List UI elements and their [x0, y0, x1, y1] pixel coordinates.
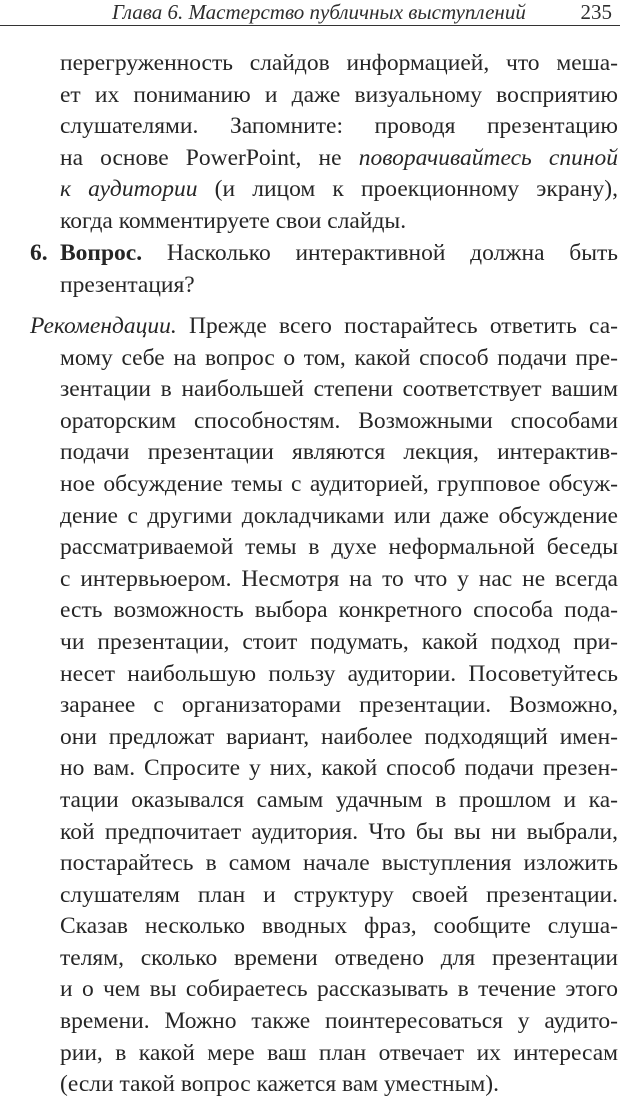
- text-run: Насколько интерактивной должна быть: [142, 240, 618, 266]
- item-number: 6.: [30, 240, 48, 266]
- text-line: тации оказывался самым удачным в прошлом и ка-: [60, 786, 618, 813]
- text-line: ет их пониманию и даже визуальному восприятию: [60, 81, 618, 108]
- italic-emphasis: к аудитории: [60, 176, 198, 203]
- text-line: [60, 238, 618, 270]
- text-line: (если такой вопрос кажется вам уместным).: [60, 1071, 499, 1098]
- text-line: слушателями. Запомните: проводя презентацию: [60, 113, 618, 140]
- question-body: [60, 238, 618, 301]
- text-line: и о чем вы собираетесь рассказывать в течение этого: [60, 976, 618, 1003]
- text-line: дение с другими докладчиками или даже обсуждение: [60, 502, 618, 529]
- text-line: чи презентации, стоит подумать, какой подход при-: [60, 628, 618, 655]
- page-number: 235: [580, 0, 612, 24]
- text-line: Сказав несколько вводных фраз, сообщите слуша-: [60, 913, 618, 940]
- text-run: на основе PowerPoint, не: [60, 144, 359, 171]
- text-line: они предложат вариант, наиболее подходящий имен-: [60, 723, 618, 750]
- question-label: Вопрос.: [60, 240, 143, 266]
- text-line: есть возможность выбора конкретного способа пода-: [60, 597, 618, 624]
- question-item: [30, 238, 618, 301]
- recommendation-label: Рекомендации.: [30, 313, 177, 339]
- text-line: с интервьюером. Несмотря на то что у нас не всегда: [60, 565, 618, 592]
- text-line: несет наибольшую пользу аудитории. Посоветуйтесь: [60, 660, 618, 687]
- text-line: ное обсуждение темы с аудиторией, групповое обсуж-: [60, 470, 618, 497]
- continued-paragraph: [60, 48, 618, 238]
- text-line: мому себе на вопрос о том, какой способ подачи пре-: [60, 344, 618, 371]
- text-run: Прежде всего постарайтесь ответить са-: [176, 313, 618, 339]
- text-line: времени. Можно также поинтересоваться у аудито-: [60, 1008, 618, 1035]
- text-line: [30, 311, 618, 343]
- recommendation-body: [60, 343, 618, 1101]
- text-line: постарайтесь в самом начале выступления изложить: [60, 850, 618, 877]
- italic-emphasis: поворачивайтесь спиной: [358, 144, 619, 171]
- recommendation-paragraph: [30, 311, 618, 1101]
- text-line: телям, сколько времени отведено для презентации: [60, 944, 618, 971]
- text-run: (и лицом к проекционному экрану),: [197, 176, 618, 203]
- text-line: но вам. Спросите у них, какой способ подачи презен-: [60, 755, 618, 782]
- text-line: [60, 174, 618, 206]
- text-line: ораторским способностям. Возможными способами: [60, 407, 618, 434]
- chapter-title: Глава 6. Мастерство публичных выступлений: [112, 0, 526, 24]
- text-line: слушателям план и структуру своей презентации.: [60, 881, 618, 908]
- text-line: подачи презентации являются лекция, интерактив-: [60, 439, 618, 466]
- text-line: презентация?: [60, 271, 195, 298]
- running-head: [0, 0, 620, 26]
- text-line: [60, 143, 618, 175]
- text-line: зентации в наибольшей степени соответствует вашим: [60, 376, 618, 403]
- text-line: заранее с организаторами презентации. Возможно,: [60, 692, 618, 719]
- text-line: перегруженность слайдов информацией, что меша-: [60, 50, 618, 76]
- text-line: рассматриваемой темы в духе неформальной беседы: [60, 534, 618, 561]
- text-line: кой предпочитает аудитория. Что бы вы ни выбрали,: [60, 818, 618, 845]
- text-line: рии, в какой мере ваш план отвечает их интересам: [60, 1039, 618, 1066]
- text-line: когда комментируете свои слайды.: [60, 207, 407, 234]
